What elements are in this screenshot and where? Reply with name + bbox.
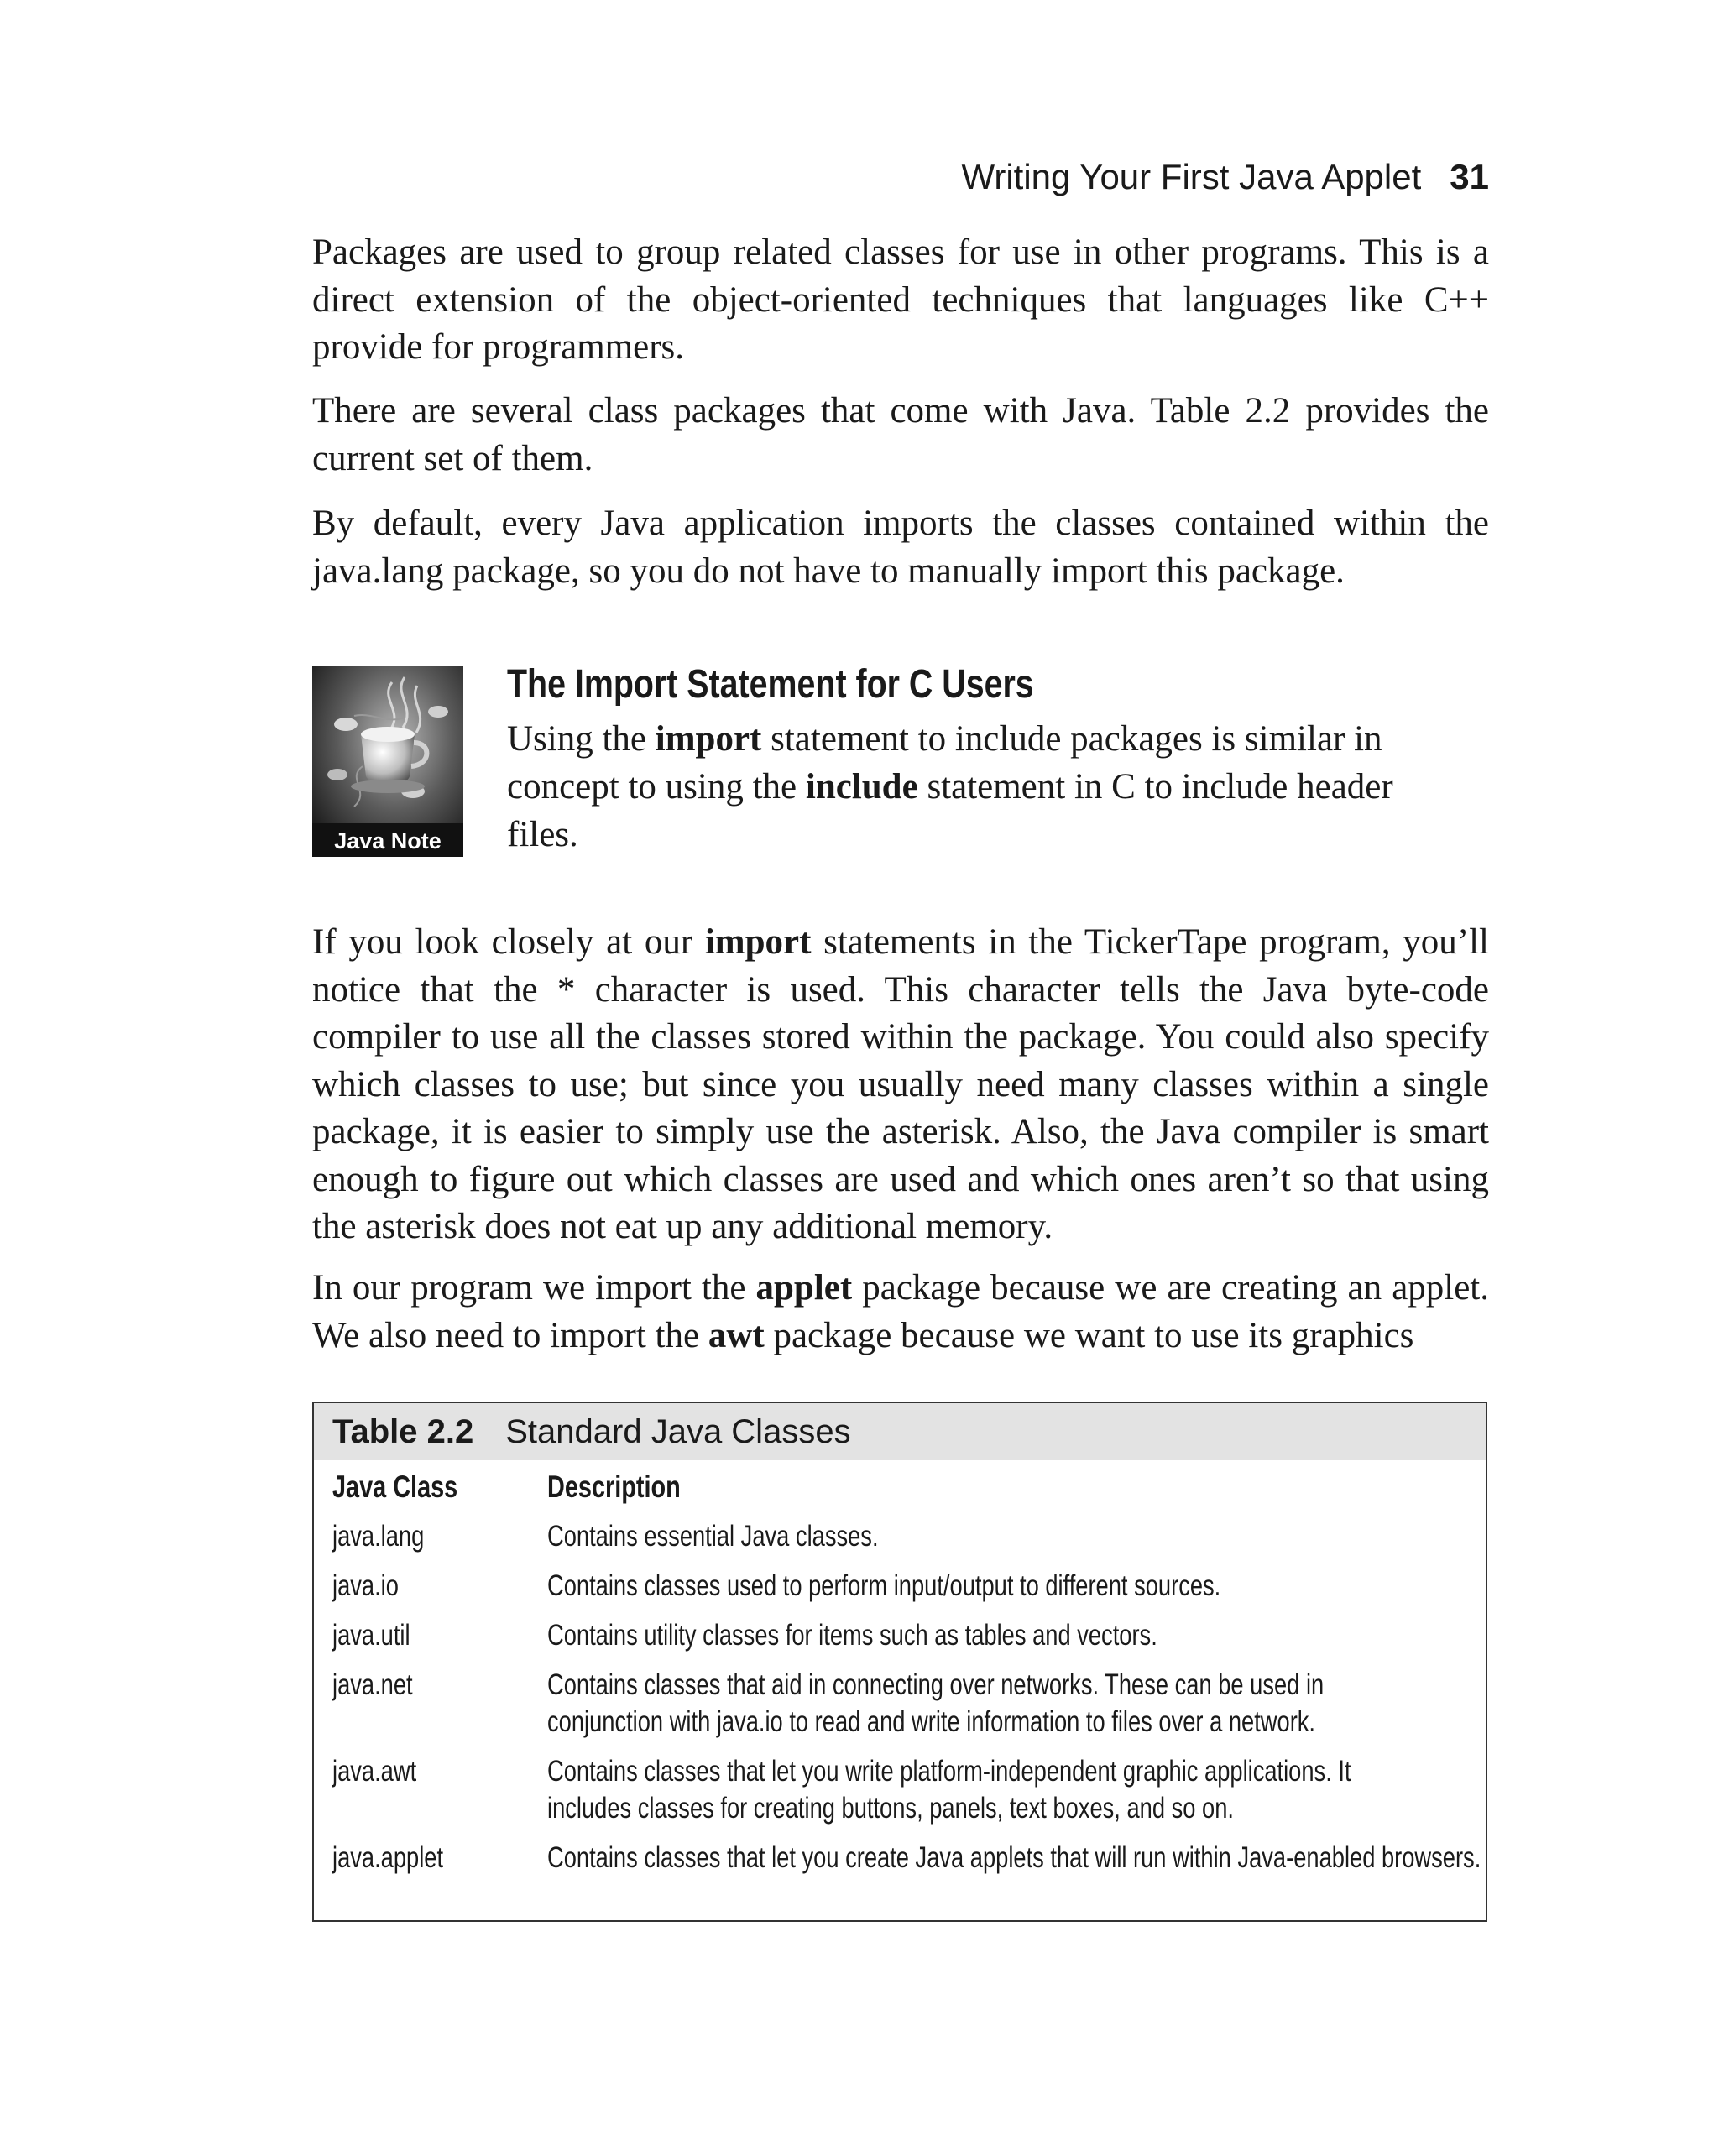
table-caption bbox=[314, 1403, 1486, 1460]
paragraph-text: In our program we import the bbox=[312, 1268, 756, 1308]
note-body-text: Using the bbox=[507, 719, 656, 759]
paragraph-import-asterisk bbox=[312, 919, 1489, 1251]
class-description: Contains utility classes for items such as tables and vectors. bbox=[547, 1619, 1157, 1652]
java-note-label: Java Note bbox=[334, 828, 442, 854]
paragraph-default-imports: By default, every Java application imports the classes contained within the java.lang package, so you do not have to manually import this package. bbox=[312, 504, 1489, 591]
table-row bbox=[332, 1840, 1491, 1877]
note-body bbox=[507, 715, 1439, 859]
page-number: 31 bbox=[1450, 157, 1489, 196]
note-keyword-import: import bbox=[655, 719, 762, 759]
table-row bbox=[332, 1518, 1491, 1555]
class-name: java.lang bbox=[332, 1520, 425, 1553]
column-header-java-class: Java Class bbox=[332, 1470, 458, 1504]
column-header-description: Description bbox=[547, 1470, 681, 1504]
class-name: java.awt bbox=[332, 1755, 417, 1788]
paragraph-applet-awt bbox=[312, 1265, 1489, 1360]
keyword-applet: applet bbox=[755, 1268, 853, 1308]
table-title: Standard Java Classes bbox=[505, 1412, 851, 1450]
note-title: The Import Statement for C Users bbox=[507, 662, 1034, 707]
note-body-text: statement to include packages is similar in concept to using the bbox=[507, 719, 1382, 807]
table-label: Table 2.2 bbox=[332, 1412, 474, 1450]
paragraph-text: package because we are creating an applet. We also need to import the bbox=[312, 1268, 1490, 1355]
class-description: includes classes for creating buttons, panels, text boxes, and so on. bbox=[547, 1792, 1234, 1825]
table-header-row bbox=[332, 1469, 1491, 1506]
paragraph-text: statements in the TickerTape program, you’ll notice that the * character is used. This character tells the Java byte-code compiler to use all the classes stored within the package. You could also specify which classes to use; but since you usually need many classes within a single package, it is easier to simply use the asterisk. Also, the Java compiler is smart enough to figure out which classes are used and which ones aren’t so that using the asterisk does not eat up any additional memory. bbox=[312, 922, 1489, 1246]
table-body bbox=[332, 1469, 1491, 1889]
running-title: Writing Your First Java Applet bbox=[961, 157, 1422, 196]
class-description: Contains essential Java classes. bbox=[547, 1520, 879, 1553]
class-description: Contains classes that let you write platform-independent graphic applications. It bbox=[547, 1755, 1351, 1788]
running-head bbox=[312, 154, 1489, 201]
class-name: java.net bbox=[332, 1668, 413, 1701]
paragraph-class-packages: There are several class packages that come with Java. Table 2.2 provides the current set of them. bbox=[312, 391, 1489, 478]
note-keyword-include: include bbox=[805, 767, 918, 807]
class-description: Contains classes that aid in connecting over networks. These can be used in bbox=[547, 1668, 1325, 1701]
java-note-icon bbox=[312, 666, 463, 857]
table-row bbox=[332, 1568, 1491, 1605]
keyword-awt: awt bbox=[708, 1315, 765, 1355]
class-name: java.io bbox=[332, 1569, 399, 1602]
table-row bbox=[332, 1753, 1491, 1827]
class-name: java.applet bbox=[332, 1841, 444, 1874]
note-body-text: statement in C to include header files. bbox=[507, 767, 1393, 854]
class-name: java.util bbox=[332, 1619, 410, 1652]
standard-java-classes-table bbox=[312, 1402, 1487, 1922]
paragraph-text: package because we want to use its graphics bbox=[764, 1315, 1414, 1355]
class-description: Contains classes that let you create Java applets that will run within Java-enabled browsers. bbox=[547, 1841, 1481, 1874]
class-description: Contains classes used to perform input/output to different sources. bbox=[547, 1569, 1221, 1602]
paragraph-text: If you look closely at our bbox=[312, 922, 705, 962]
paragraph-packages-intro: Packages are used to group related classes for use in other programs. This is a direct extension of the object-oriented techniques that languages like C++ provide for programmers. bbox=[312, 232, 1489, 367]
table-row bbox=[332, 1667, 1491, 1741]
class-description: conjunction with java.io to read and write information to files over a network. bbox=[547, 1705, 1316, 1738]
table-row bbox=[332, 1617, 1491, 1654]
keyword-import: import bbox=[704, 922, 812, 962]
